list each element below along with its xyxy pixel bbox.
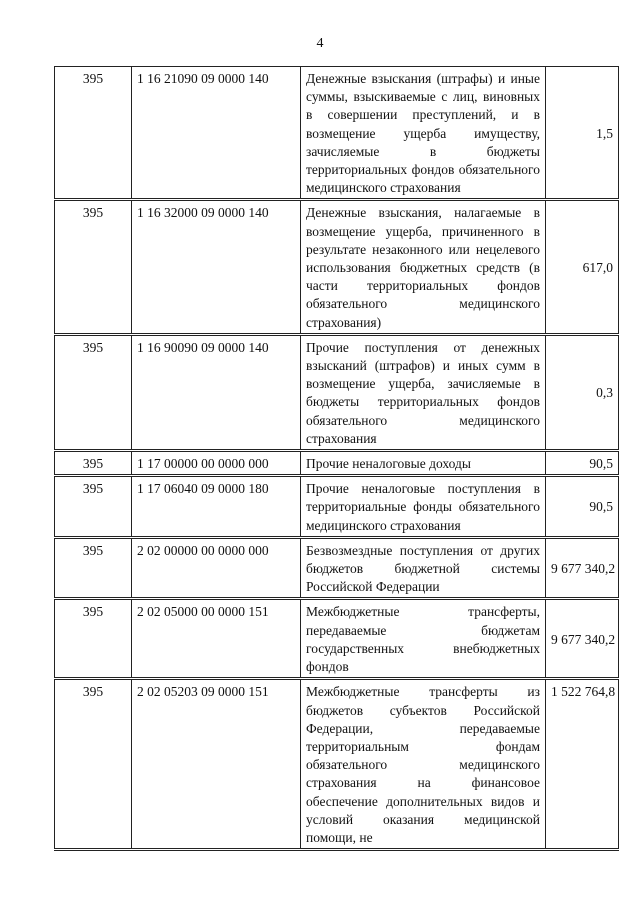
revenue-name-cell: Безвозмездные поступления от других бюджетов бюджетной системы Российской Федерации: [301, 537, 546, 599]
table-row: [55, 679, 619, 850]
budget-code-cell: 2 02 05000 00 0000 151: [132, 599, 301, 679]
amount-cell: 9 677 340,2: [546, 599, 619, 679]
budget-code-cell: 1 16 90090 09 0000 140: [132, 334, 301, 450]
budget-code-cell: 1 16 32000 09 0000 140: [132, 200, 301, 334]
amount-cell: 617,0: [546, 200, 619, 334]
budget-code-cell: 1 16 21090 09 0000 140: [132, 67, 301, 200]
admin-code-cell: 395: [55, 451, 132, 476]
revenue-name-cell: Прочие неналоговые доходы: [301, 451, 546, 476]
revenue-name-cell: Денежные взыскания, налагаемые в возмещение ущерба, причиненного в результате незаконного или нецелевого использования бюджетных средств (в части территориальных фондов обязательного медицинского страхования): [301, 200, 546, 334]
table-row: [55, 451, 619, 476]
budget-code-cell: 2 02 05203 09 0000 151: [132, 679, 301, 850]
page-number: 4: [316, 36, 324, 51]
admin-code-cell: 395: [55, 334, 132, 450]
admin-code-cell: 395: [55, 537, 132, 599]
revenue-name-cell: Денежные взыскания (штрафы) и иные суммы, взыскиваемые с лиц, виновных в совершении преступлений, и в возмещение ущерба имуществу, зачисляемые в бюджеты территориальных фондов обязательного медицинского страхования: [301, 67, 546, 200]
admin-code-cell: 395: [55, 67, 132, 200]
table-row: [55, 476, 619, 538]
revenue-name-cell: Межбюджетные трансферты, передаваемые бюджетам государственных внебюджетных фондов: [301, 599, 546, 679]
amount-cell: 1,5: [546, 67, 619, 200]
amount-cell: 9 677 340,2: [546, 537, 619, 599]
table-row: [55, 67, 619, 200]
revenue-name-cell: Прочие неналоговые поступления в территориальные фонды обязательного медицинского страхования: [301, 476, 546, 538]
amount-cell: 1 522 764,8: [546, 679, 619, 850]
table-row: [55, 334, 619, 450]
revenue-name-cell: Прочие поступления от денежных взысканий (штрафов) и иных сумм в возмещение ущерба, зачисляемые в бюджеты территориальных фондов обязательного медицинского страхования: [301, 334, 546, 450]
amount-cell: 90,5: [546, 451, 619, 476]
amount-cell: 90,5: [546, 476, 619, 538]
admin-code-cell: 395: [55, 679, 132, 850]
budget-code-cell: 1 17 06040 09 0000 180: [132, 476, 301, 538]
revenue-name-cell: Межбюджетные трансферты из бюджетов субъектов Российской Федерации, передаваемые территориальным фондам обязательного медицинского страхования на финансовое обеспечение дополнительных видов и условий оказания медицинской помощи, не: [301, 679, 546, 850]
budget-code-cell: 1 17 00000 00 0000 000: [132, 451, 301, 476]
admin-code-cell: 395: [55, 476, 132, 538]
budget-code-cell: 2 02 00000 00 0000 000: [132, 537, 301, 599]
admin-code-cell: 395: [55, 200, 132, 334]
table-row: [55, 200, 619, 334]
admin-code-cell: 395: [55, 599, 132, 679]
amount-cell: 0,3: [546, 334, 619, 450]
table-row: [55, 599, 619, 679]
revenue-table: [54, 66, 619, 851]
table-row: [55, 537, 619, 599]
